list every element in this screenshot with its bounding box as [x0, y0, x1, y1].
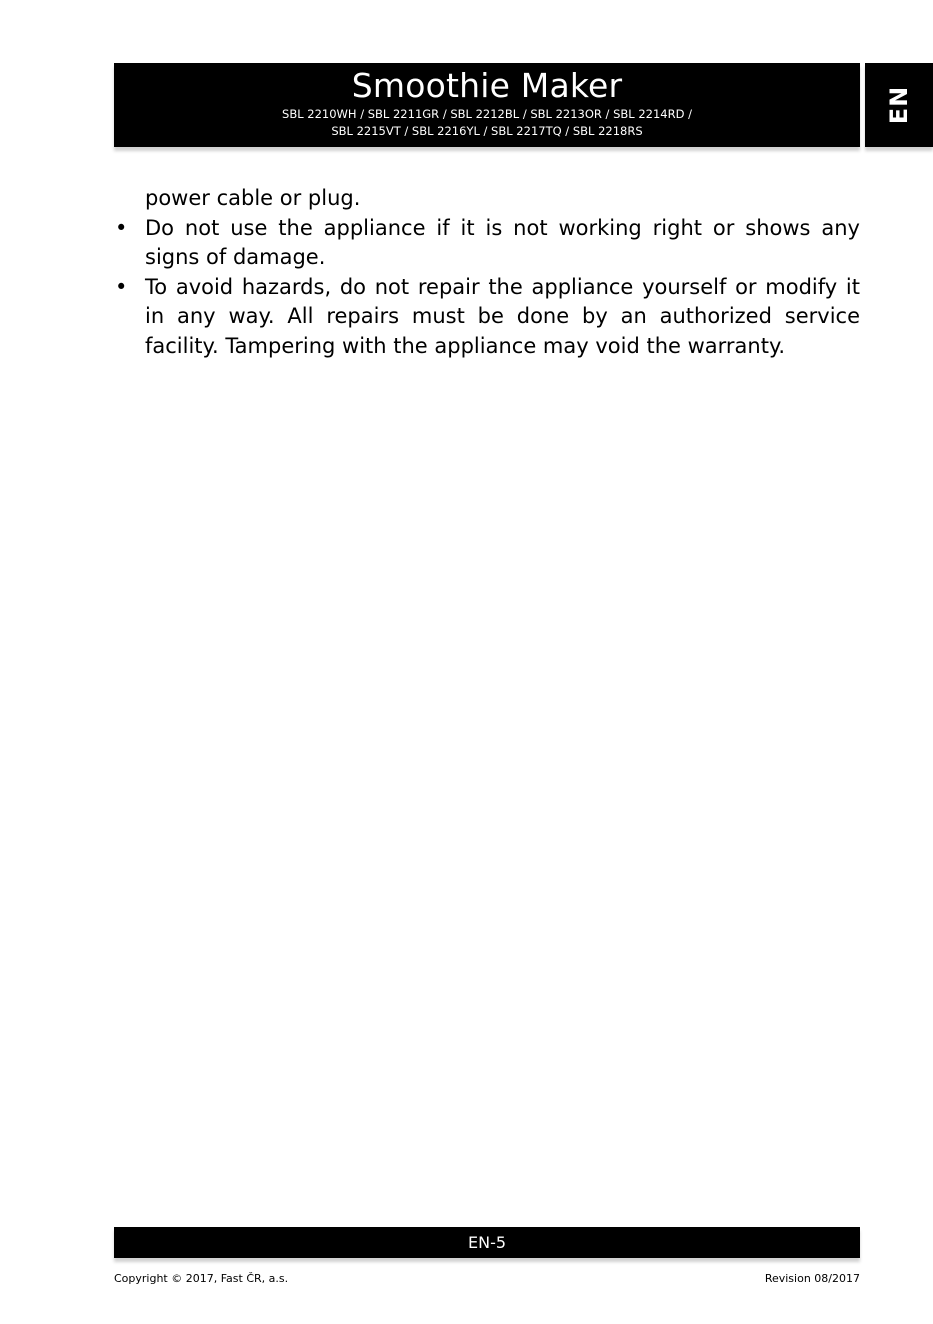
copyright-text: Copyright © 2017, Fast ČR, a.s.: [114, 1272, 289, 1285]
list-item-text: To avoid hazards, do not repair the appliance yourself or modify it in any way. All repairs must be done by an authorized service facility. Tampering with the appliance may void the warranty.: [145, 274, 860, 358]
model-numbers-line-1: SBL 2210WH / SBL 2211GR / SBL 2212BL / SBL 2213OR / SBL 2214RD /: [282, 107, 692, 121]
language-tab-label: EN: [885, 85, 913, 125]
bullet-list: [114, 214, 860, 362]
page-number-bar: [114, 1227, 860, 1258]
page-number: EN-5: [467, 1233, 507, 1252]
list-item: [114, 214, 860, 273]
safety-instructions: [114, 184, 860, 361]
header-bar: [114, 63, 860, 147]
bullet-icon: •: [115, 215, 128, 240]
list-item: [114, 273, 860, 362]
model-numbers-line-2: SBL 2215VT / SBL 2216YL / SBL 2217TQ / SBL 2218RS: [331, 124, 643, 138]
document-title: Smoothie Maker: [351, 66, 623, 105]
revision-text: Revision 08/2017: [764, 1272, 860, 1285]
language-tab: [865, 63, 933, 147]
continued-text: power cable or plug.: [145, 186, 361, 210]
bullet-icon: •: [115, 274, 128, 299]
list-item-text: Do not use the appliance if it is not working right or shows any signs of damage.: [145, 215, 860, 269]
